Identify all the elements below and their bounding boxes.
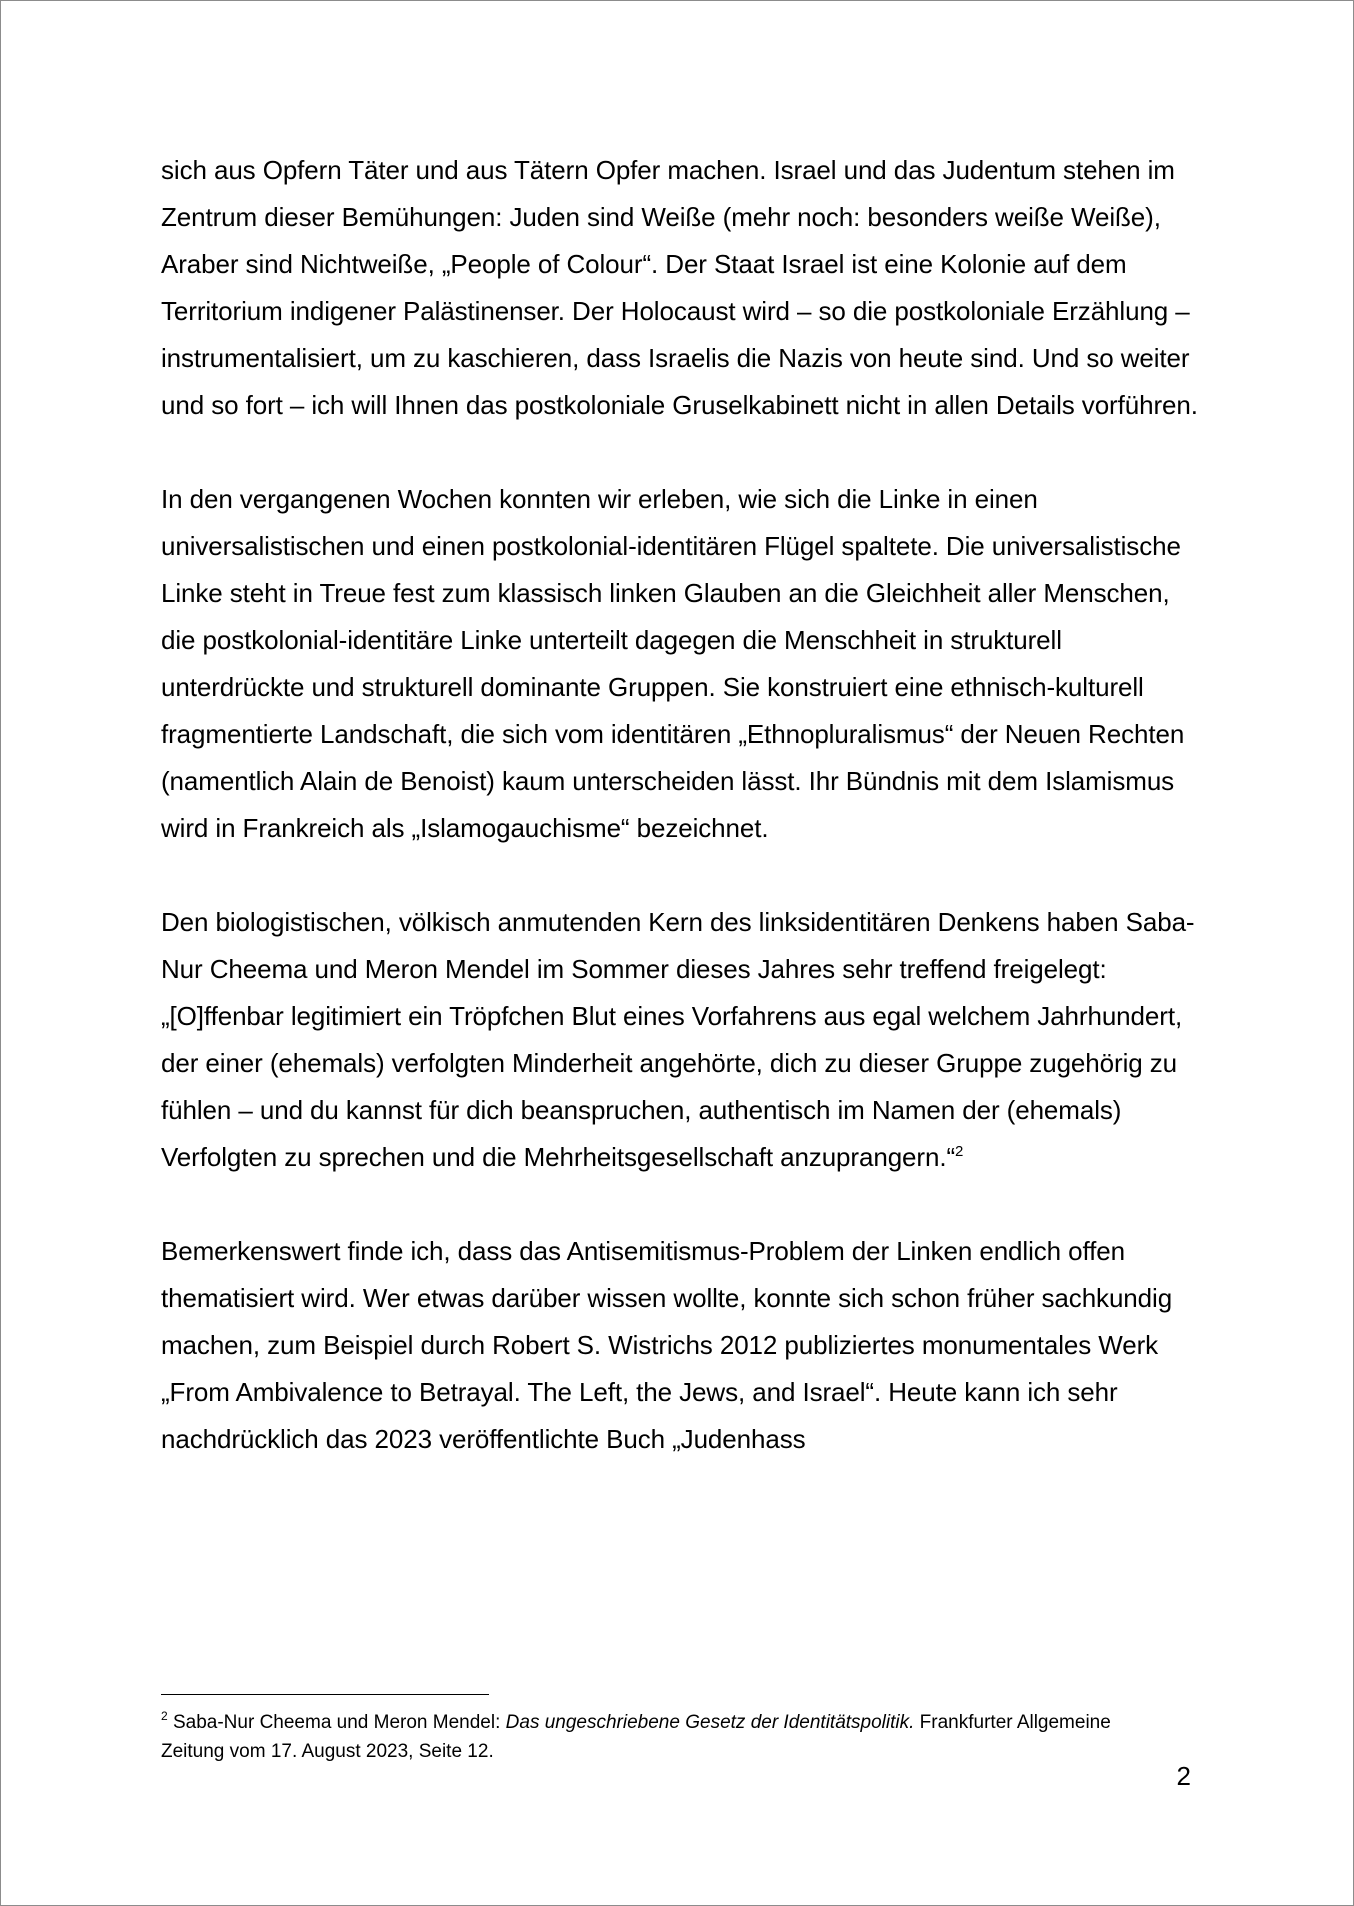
paragraph-2-text: In den vergangenen Wochen konnten wir erleben, wie sich die Linke in einen universalistischen und einen postkolonial-identitären Flügel spaltete. Die universalistische Linke steht in Treue fest zum klassisch linken Glauben an die Gleichheit aller Menschen, die postkolonial-identitäre Linke unterteilt dagegen die Menschheit in strukturell unterdrückte und strukturell dominante Gruppen. Sie konstruiert eine ethnisch-kulturell fragmentierte Landschaft, die sich vom identitären „Ethnopluralismus“ der Neuen Rechten (namentlich Alain de Benoist) kaum unterscheiden lässt. Ihr Bündnis mit dem Islamismus wird in Frankreich als „Islamogauchisme“ bezeichnet.	[161, 484, 1185, 843]
footnote-title: Das ungeschriebene Gesetz der Identitätspolitik.	[505, 1712, 915, 1733]
paragraph-1	[161, 147, 1201, 429]
paragraph-3	[161, 899, 1201, 1181]
paragraph-4	[161, 1228, 1201, 1463]
footnote-reference[interactable]: 2	[955, 1143, 964, 1160]
page-number: 2	[1176, 1761, 1191, 1791]
paragraph-4-text: Bemerkenswert finde ich, dass das Antisemitismus-Problem der Linken endlich offen thematisiert wird. Wer etwas darüber wissen wollte, konnte sich schon früher sachkundig machen, zum Beispiel durch Robert S. Wistrichs 2012 publiziertes monumentales Werk „From Ambivalence to Betrayal. The Left, the Jews, and Israel“. Heute kann ich sehr nachdrücklich das 2023 veröffentlichte Buch „Judenhass	[161, 1236, 1173, 1454]
footnote-authors: Saba-Nur Cheema und Meron Mendel:	[172, 1712, 506, 1733]
paragraph-1-text: sich aus Opfern Täter und aus Tätern Opfer machen. Israel und das Judentum stehen im Zentrum dieser Bemühungen: Juden sind Weiße (mehr noch: besonders weiße Weiße), Araber sind Nichtweiße, „People of Colour“. Der Staat Israel ist eine Kolonie auf dem Territorium indigener Palästinenser. Der Holocaust wird – so die postkoloniale Erzählung – instrumentalisiert, um zu kaschieren, dass Israelis die Nazis von heute sind. Und so weiter und so fort – ich will Ihnen das postkoloniale Gruselkabinett nicht in allen Details vorführen.	[161, 155, 1198, 420]
paragraph-3-text: Den biologistischen, völkisch anmutenden Kern des linksidentitären Denkens haben Saba-Nur Cheema und Meron Mendel im Sommer dieses Jahres sehr treffend freigelegt: „[O]ffenbar legitimiert ein Tröpfchen Blut eines Vorfahrens aus egal welchem Jahrhundert, der einer (ehemals) verfolgten Minderheit angehörte, dich zu dieser Gruppe zugehörig zu fühlen – und du kannst für dich beanspruchen, authentisch im Namen der (ehemals) Verfolgten zu sprechen und die Mehrheitsgesellschaft anzuprangern.“	[161, 907, 1195, 1172]
footnote-number: 2	[161, 1709, 168, 1723]
footnote-separator	[161, 1694, 489, 1695]
paragraph-2	[161, 476, 1201, 852]
footnote-source: Frankfurter Allgemeine Zeitung vom 17. August 2023, Seite 12.	[161, 1712, 1111, 1762]
footnote	[161, 1708, 1161, 1766]
body-text	[161, 147, 1201, 1463]
